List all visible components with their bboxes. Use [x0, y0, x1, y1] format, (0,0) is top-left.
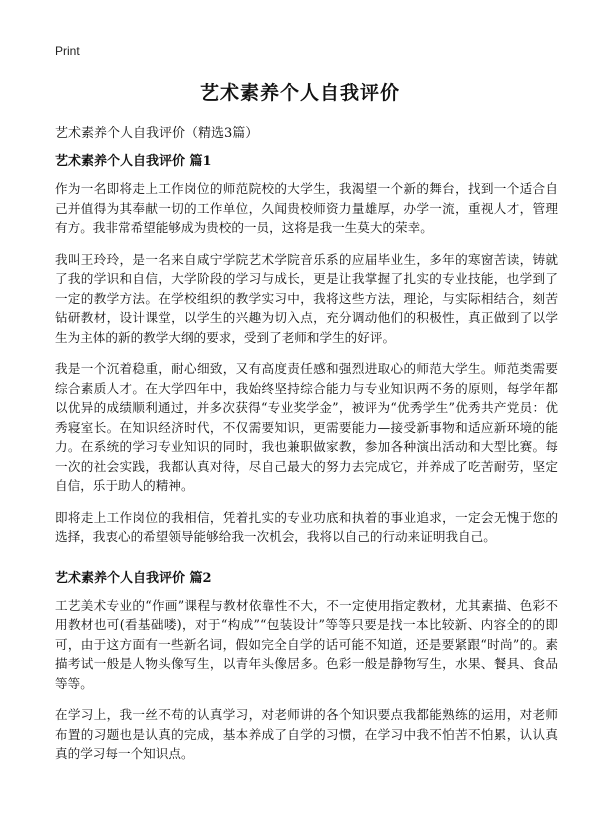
section2-heading: 艺术素养个人自我评价 篇2 [55, 570, 212, 586]
document-subtitle: 艺术素养个人自我评价（精选3篇） [55, 126, 259, 141]
section1-paragraph-2: 我叫王玲玲，是一名来自咸宁学院艺术学院音乐系的应届毕业生，多年的寒窗苦读，铸就了我的学识和自信，大学阶段的学习与成长，更是让我掌握了扎实的专业技能，也学到了一定的教学方法。在学校组织的教学实习中，我将这些方法，理论，与实际相结合，刻苦钻研教材，设计课堂，以学生的兴趣为切入点，充分调动他们的积极性，真正做到了以学生为主体的新的教学大纲的要求，受到了老师和学生的好评。 [55, 251, 558, 345]
document-title: 艺术素养个人自我评价 [199, 82, 400, 104]
section1-paragraph-3: 我是一个沉着稳重，耐心细致，又有高度责任感和强烈进取心的师范大学生。师范类需要综合素质人才。在大学四年中，我始终坚持综合能力与专业知识两不务的原则，每学年都以优异的成绩顺利通过，并多次获得“专业奖学金”，被评为“优秀学生”优秀共产党员：优秀寝室长。在知识经济时代，不仅需要知识，更需要能力—接受新事物和适应新环境的能力。在系统的学习专业知识的同时，我也兼职做家教，参加各种演出活动和大型比赛。每一次的社会实践，我都认真对待，尽自己最大的努力去完成它，并养成了吃苦耐劳，坚定自信，乐于助人的精神。 [55, 361, 558, 493]
section2-paragraph-1: 工艺美术专业的“作画”课程与教材依靠性不大，不一定使用指定教材，尤其素描、色彩不用教材也可(看基础喽)，对于“构成”“包装设计”等等只要是找一本比较新、内容全的的即可，由于这方面有一些新名词，假如完全自学的话可能不知道，还是要紧跟“时尚”的。素描考试一般是人物头像写生，以青年头像居多。色彩一般是静物写生，水果、餐具、食品等等。 [55, 597, 558, 691]
section1-heading: 艺术素养个人自我评价 篇1 [55, 154, 212, 169]
print-label[interactable]: Print [55, 44, 80, 58]
section1-paragraph-4: 即将走上工作岗位的我相信，凭着扎实的专业功底和执着的事业追求，一定会无愧于您的选择，我衷心的希望领导能够给我一次机会，我将以自己的行动来证明我自己。 [55, 509, 558, 544]
section1-paragraph-1: 作为一名即将走上工作岗位的师范院校的大学生，我渴望一个新的舞台，找到一个适合自己并值得为其奉献一切的工作单位，久闻贵校师资力量雄厚，办学一流，重视人才，管理有方。我非常希望能够成为贵校的一员，这将是我一生莫大的荣幸。 [55, 181, 558, 235]
section2-paragraph-2: 在学习上，我一丝不苟的认真学习，对老师讲的各个知识要点我都能熟练的运用，对老师布置的习题也是认真的完成，基本养成了自学的习惯，在学习中我不怕苦不怕累，认认真真的学习每一个知识点。 [55, 707, 558, 761]
document-body [55, 150, 558, 776]
